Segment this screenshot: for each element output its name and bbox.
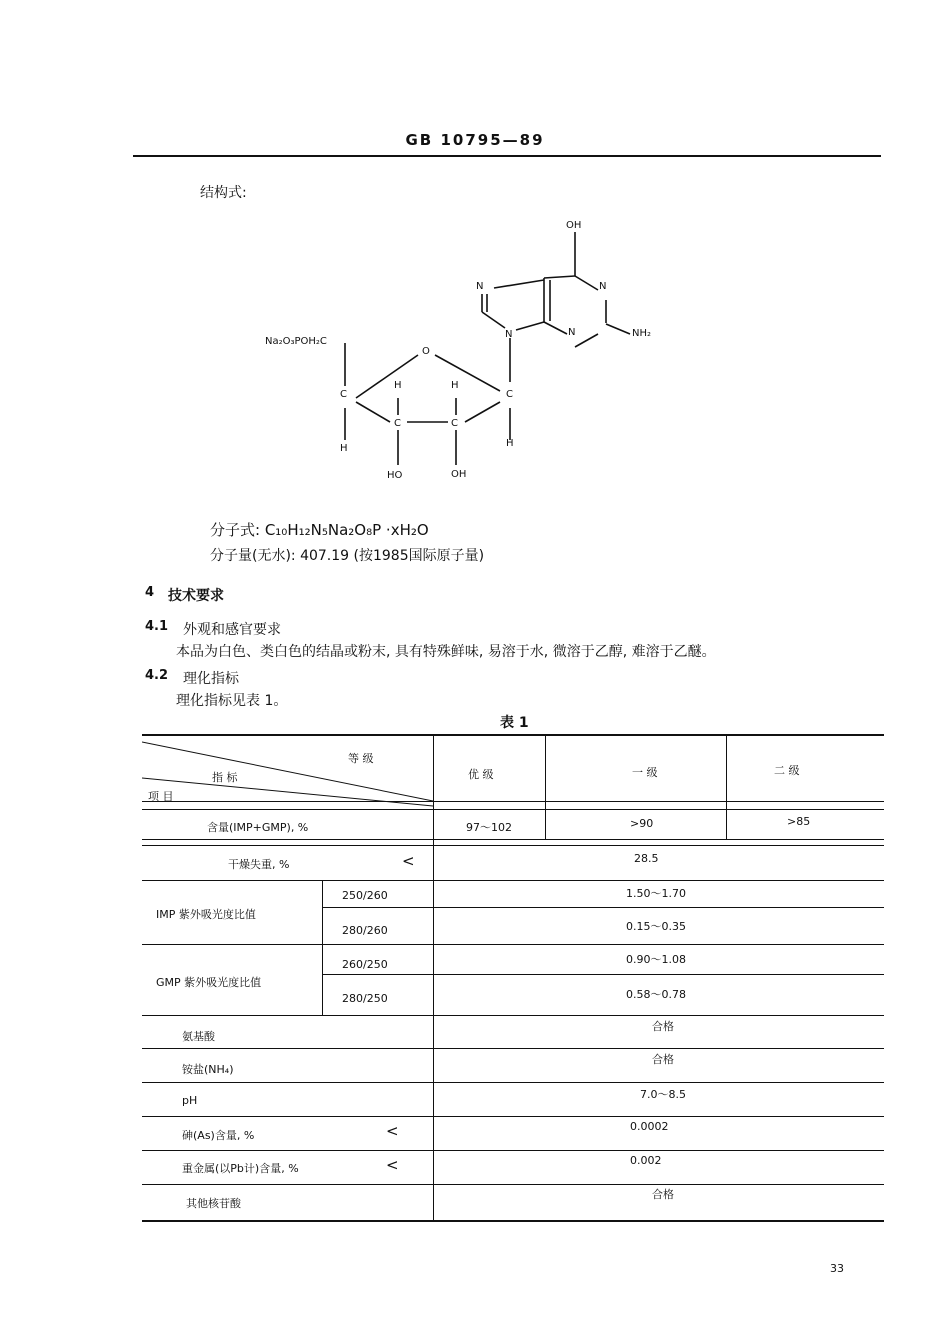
atom-phosphate: Na₂O₃POH₂C [265, 336, 327, 347]
atom-n-bottom-left: N [505, 329, 513, 340]
section-4-number: 4 [145, 585, 155, 600]
structural-formula [260, 210, 680, 500]
header-diagonals [142, 734, 433, 809]
row-amino-label: 氨基酸 [182, 1030, 215, 1043]
row-gmp-r1: 260/250 [342, 958, 388, 971]
row-other-label: 其他核苷酸 [186, 1197, 241, 1210]
row-gmp-label: GMP 紫外吸光度比值 [156, 976, 262, 989]
row-imp-r2: 280/260 [342, 924, 388, 937]
row-gmp-v1: 0.90～1.08 [626, 953, 686, 966]
atom-c3: C [394, 418, 401, 429]
row-other-value: 合格 [652, 1188, 674, 1201]
row-gmp-r2: 280/250 [342, 992, 388, 1005]
row-imp-v2: 0.15～0.35 [626, 920, 686, 933]
header-col-2: 一 级 [632, 766, 658, 779]
atom-ho: HO [387, 470, 403, 481]
structure-label: 结构式: [200, 185, 247, 201]
header-item: 项 目 [148, 790, 174, 803]
row-content-v2: >90 [630, 817, 654, 830]
document-header: GB 10795—89 [405, 131, 545, 149]
atom-c1: C [340, 389, 347, 400]
row-ph-label: pH [182, 1094, 198, 1107]
row-ammonium-value: 合格 [652, 1053, 674, 1066]
row-content-label: 含量(IMP+GMP), % [207, 821, 309, 834]
row-arsenic-label: 砷(As)含量, % [182, 1129, 255, 1142]
row-arsenic-value: 0.0002 [630, 1120, 669, 1133]
header-col-3: 二 级 [774, 764, 800, 777]
header-rule [133, 155, 881, 157]
spec-table [142, 734, 884, 1222]
table-caption: 表 1 [500, 715, 529, 731]
section-4-2-title: 理化指标 [183, 671, 239, 687]
atom-h3: H [340, 443, 348, 454]
molecular-weight: 分子量(无水): 407.19 (按1985国际原子量) [210, 548, 485, 564]
section-4-2-number: 4.2 [145, 668, 169, 683]
row-amino-value: 合格 [652, 1020, 674, 1033]
atom-n-left: N [476, 281, 484, 292]
header-indicator: 指 标 [212, 771, 238, 784]
row-drying-symbol: < [402, 852, 415, 870]
row-heavy-metal-symbol: < [386, 1156, 399, 1174]
row-imp-v1: 1.50～1.70 [626, 887, 686, 900]
row-ph-value: 7.0～8.5 [640, 1088, 686, 1101]
atom-n-right: N [599, 281, 607, 292]
section-4-1-title: 外观和感官要求 [183, 622, 281, 638]
atom-nh2: NH₂ [632, 328, 652, 339]
section-4-title: 技术要求 [168, 588, 224, 604]
row-ammonium-label: 铵盐(NH₄) [182, 1063, 234, 1076]
row-heavy-metal-label: 重金属(以Pb计)含量, % [182, 1162, 299, 1175]
section-4-1-number: 4.1 [145, 619, 169, 634]
atom-n-bottom: N [568, 327, 576, 338]
section-4-2-body: 理化指标见表 1。 [176, 693, 288, 709]
header-col-1: 优 级 [468, 768, 494, 781]
row-content-v3: >85 [787, 815, 811, 828]
row-imp-r1: 250/260 [342, 889, 388, 902]
row-gmp-v2: 0.58～0.78 [626, 988, 686, 1001]
row-content-v1: 97～102 [466, 821, 512, 834]
atom-oh: OH [451, 469, 467, 480]
row-drying-label: 干燥失重, % [228, 858, 290, 871]
atom-h1: H [394, 380, 402, 391]
atom-c4: C [451, 418, 458, 429]
atom-h2: H [451, 380, 459, 391]
header-grade: 等 级 [348, 752, 374, 765]
row-drying-value: 28.5 [634, 852, 659, 865]
atom-c2: C [506, 389, 513, 400]
section-4-1-body: 本品为白色、类白色的结晶或粉末, 具有特殊鲜味, 易溶于水, 微溶于乙醇, 难溶于乙醚。 [176, 644, 716, 660]
atom-o-ring: O [422, 346, 430, 357]
row-imp-label: IMP 紫外吸光度比值 [156, 908, 256, 921]
row-arsenic-symbol: < [386, 1122, 399, 1140]
molecular-formula: 分子式: C₁₀H₁₂N₅Na₂O₈P ·xH₂O [210, 521, 429, 539]
page-number: 33 [830, 1262, 844, 1275]
row-heavy-metal-value: 0.002 [630, 1154, 662, 1167]
atom-oh-top: OH [566, 220, 582, 231]
atom-h4: H [506, 438, 514, 449]
